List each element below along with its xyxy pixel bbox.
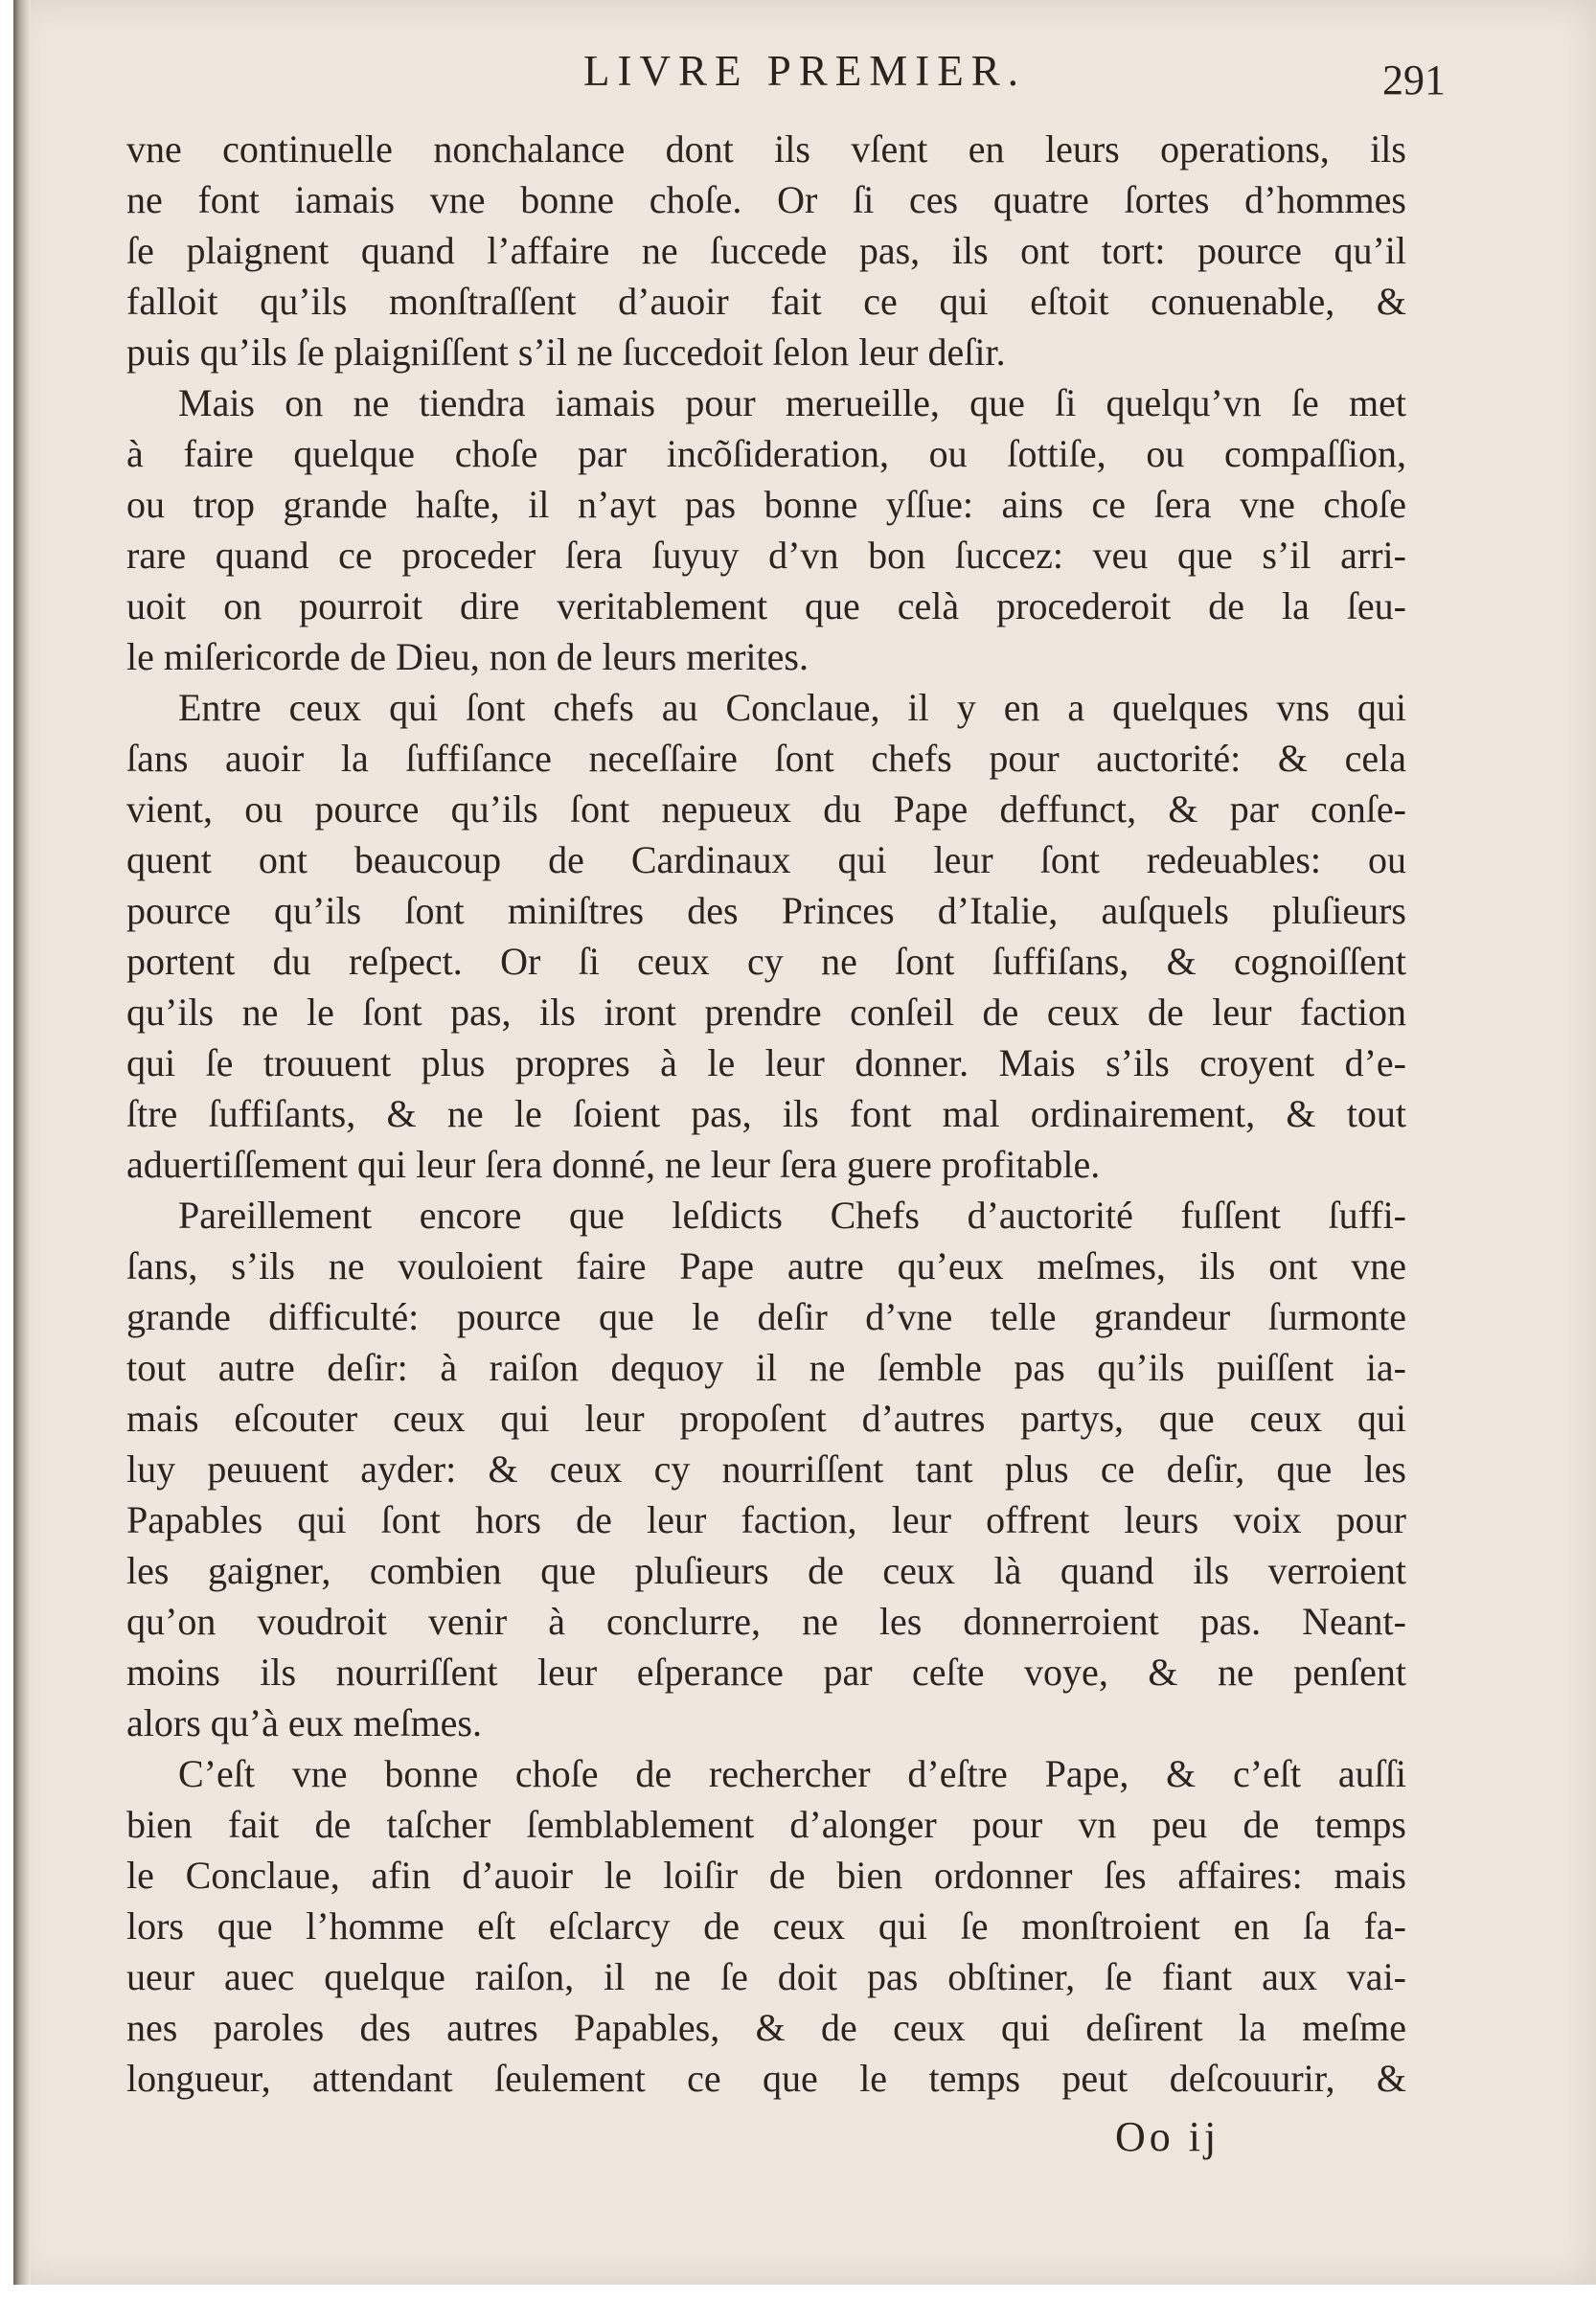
text-line: longueur, attendant ſeulement ce que le temps peut deſcouurir, & (126, 2057, 1406, 2100)
text-line: portent du reſpect. Or ſi ceux cy ne ſont ſuffiſans, & cognoiſſent (126, 940, 1406, 983)
text-line: alors qu’à eux meſmes. (126, 1701, 482, 1744)
text-line: qui ſe trouuent plus propres à le leur donner. Mais s’ils croyent d’e- (126, 1041, 1406, 1084)
text-line: ueur auec quelque raiſon, il ne ſe doit pas obſtiner, ſe fiant aux vai- (126, 1955, 1406, 1998)
text-line: luy peuuent ayder: & ceux cy nourriſſent tant plus ce deſir, que les (126, 1447, 1406, 1491)
text-line: ſtre ſuffiſants, & ne le ſoient pas, ils font mal ordinairement, & tout (126, 1092, 1406, 1135)
book-page (13, 0, 1596, 2285)
text-line: uoit on pourroit dire veritablement que celà procederoit de la ſeu- (126, 584, 1406, 627)
text-line: falloit qu’ils monſtraſſent d’auoir fait ce qui eſtoit conuenable, & (126, 280, 1406, 323)
text-line: Mais on ne tiendra iamais pour merueille, que ſi quelqu’vn ſe met (178, 381, 1406, 424)
signature-mark: Oo ij (1115, 2113, 1220, 2160)
text-line: ſe plaignent quand l’affaire ne ſuccede pas, ils ont tort: pource qu’il (126, 229, 1406, 272)
text-line: les gaigner, combien que pluſieurs de ceux là quand ils verroient (126, 1549, 1406, 1592)
text-line: bien fait de taſcher ſemblablement d’alonger pour vn peu de temps (126, 1803, 1406, 1846)
text-line: aduertiſſement qui leur ſera donné, ne leur ſera guere profitable. (126, 1143, 1101, 1186)
text-line: ſans auoir la ſuffiſance neceſſaire ſont chefs pour auctorité: & cela (126, 737, 1406, 780)
text-line: quent ont beaucoup de Cardinaux qui leur ſont redeuables: ou (126, 838, 1406, 881)
text-line: le Conclaue, afin d’auoir le loiſir de bien ordonner ſes affaires: mais (126, 1854, 1406, 1897)
text-line: ou trop grande haſte, il n’ayt pas bonne yſſue: ains ce ſera vne choſe (126, 483, 1406, 526)
running-title: LIVRE PREMIER. (582, 47, 1026, 95)
text-line: pource qu’ils ſont miniſtres des Princes d’Italie, auſquels pluſieurs (126, 889, 1406, 932)
text-line: C’eſt vne bonne choſe de rechercher d’eſtre Pape, & c’eſt auſſi (178, 1752, 1406, 1795)
text-line: le miſericorde de Dieu, non de leurs merites. (126, 635, 809, 678)
text-line: qu’on voudroit venir à conclurre, ne les donnerroient pas. Neant- (126, 1600, 1406, 1643)
text-line: moins ils nourriſſent leur eſperance par ceſte voye, & ne penſent (126, 1651, 1406, 1694)
text-line: Pareillement encore que leſdicts Chefs d’auctorité fuſſent ſuffi- (178, 1194, 1406, 1237)
text-line: qu’ils ne le ſont pas, ils iront prendre conſeil de ceux de leur faction (126, 991, 1406, 1034)
text-line: ſans, s’ils ne vouloient faire Pape autre qu’eux meſmes, ils ont vne (126, 1244, 1406, 1287)
page-number: 291 (1382, 57, 1446, 103)
text-line: puis qu’ils ſe plaigniſſent s’il ne ſuccedoit ſelon leur deſir. (126, 330, 1006, 374)
text-line: nes paroles des autres Papables, & de ceux qui deſirent la meſme (126, 2006, 1406, 2049)
text-line: ne font iamais vne bonne choſe. Or ſi ces quatre ſortes d’hommes (126, 178, 1406, 221)
text-line: à faire quelque choſe par incõſideration, ou ſottiſe, ou compaſſion, (126, 432, 1406, 475)
text-line: tout autre deſir: à raiſon dequoy il ne ſemble pas qu’ils puiſſent ia- (126, 1346, 1406, 1389)
text-line: lors que l’homme eſt eſclarcy de ceux qui ſe monſtroient en ſa fa- (126, 1904, 1406, 1948)
text-line: vne continuelle nonchalance dont ils vſent en leurs operations, ils (126, 127, 1406, 171)
text-line: rare quand ce proceder ſera ſuyuy d’vn bon ſuccez: veu que s’il arri- (126, 534, 1406, 577)
body-text (13, 0, 1596, 2285)
text-line: Entre ceux qui ſont chefs au Conclaue, il y en a quelques vns qui (178, 686, 1406, 729)
text-line: mais eſcouter ceux qui leur propoſent d’autres partys, que ceux qui (126, 1397, 1406, 1440)
text-line: Papables qui ſont hors de leur faction, leur offrent leurs voix pour (126, 1498, 1406, 1541)
text-line: grande difficulté: pource que le deſir d’vne telle grandeur ſurmonte (126, 1295, 1406, 1338)
text-line: vient, ou pource qu’ils ſont nepueux du Pape deffunct, & par conſe- (126, 787, 1406, 831)
